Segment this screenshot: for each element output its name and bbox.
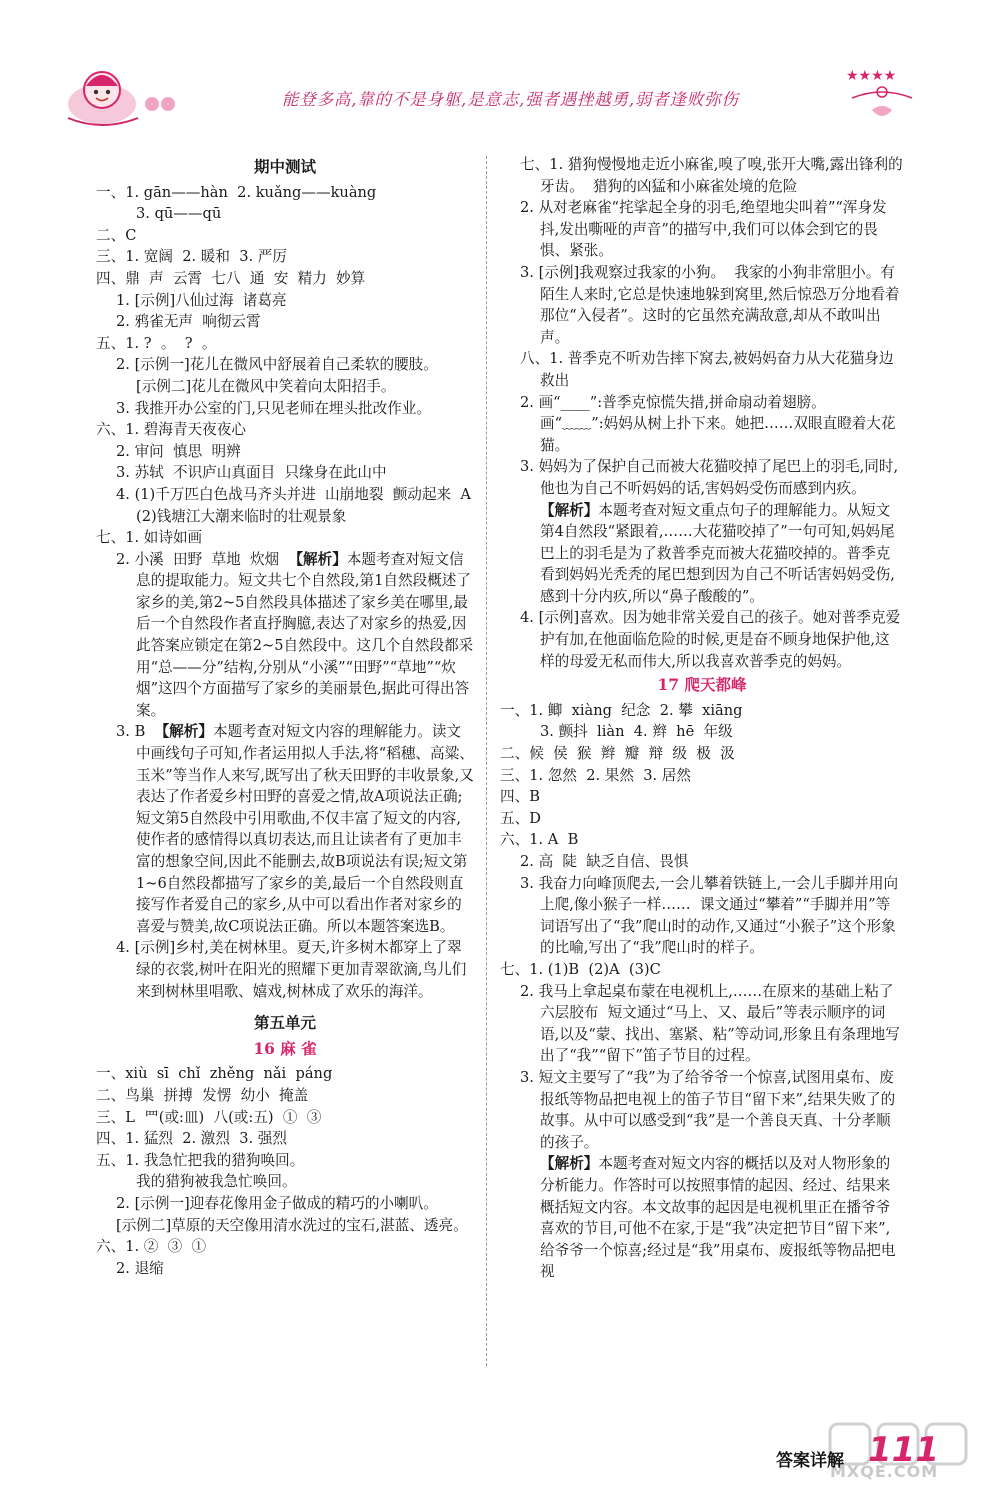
right-column	[500, 154, 904, 1283]
answer-line: 一、1. gān——hàn 2. kuǎng——kuàng	[96, 183, 377, 201]
answer-line: 一、xiù sī chǐ zhěng nǎi páng	[96, 1065, 333, 1083]
answer-line: 二、候 侯 猴 辫 瓣 辩 级 极 汲	[500, 745, 735, 763]
answer-line: 2. [示例一]迎春花像用金子做成的精巧的小喇叭。	[116, 1194, 438, 1212]
answer-block: 3. 妈妈为了保护自己而被大花猫咬掉了尾巴上的羽毛,同时,他也为自己不听妈妈的话,害妈妈受伤而感到内疚。	[520, 458, 899, 497]
answer-line: 2. 高 陡 缺乏自信、畏惧	[520, 853, 689, 870]
answer-line: 一、1. 鲫 xiàng 纪念 2. 攀 xiāng	[500, 701, 743, 719]
left-column	[96, 154, 474, 1279]
footer-label: 答案详解	[776, 1451, 844, 1471]
answer-block: 2. 从对老麻雀“挓挲起全身的羽毛,绝望地尖叫着”“浑身发抖,发出嘶哑的声音”的描写中,我们可以体会到它的畏惧、紧张。	[520, 199, 887, 260]
analysis-tag: 【解析】	[154, 723, 213, 741]
answer-text: 3. B	[116, 723, 155, 741]
answer-block: 2. 我马上拿起桌布蒙在电视机上,……在原来的基础上粘了六层胶布 短文通过“马上、又、最后”等表示顺序的词语,以及“蒙、找出、塞紧、粘”等动词,形象且有条理地写出了“我”“留下”笛子节目的过程。	[520, 982, 900, 1065]
answer-block	[500, 1153, 904, 1283]
analysis-tag: 【解析】	[288, 550, 347, 568]
page-number: 111	[868, 1430, 939, 1470]
cartoon-child-icon	[62, 60, 182, 130]
answer-text: 2. 小溪 田野 草地 炊烟	[116, 550, 289, 568]
analysis-tag: 【解析】	[540, 1155, 599, 1173]
answer-line: 2. 退缩	[116, 1259, 164, 1277]
answer-block: 3. [示例]我观察过我家的小狗。 我家的小狗非常胆小。有陌生人来时,它总是快速地躲到窝里,然后惊恐万分地看着那位“入侵者”。这时的它虽然充满敌意,却从不敢叫出声。	[520, 263, 900, 346]
answer-block: 4. [示例]喜欢。因为她非常关爱自己的孩子。她对普季克爱护有加,在他面临危险的时候,更是奋不顾身地保护他,这样的母爱无私而伟大,所以我喜欢普季克的妈妈。	[520, 609, 901, 670]
answer-line: 四、B	[500, 788, 540, 806]
stars-decoration-icon	[842, 62, 922, 132]
answer-line: 2. 审问 慎思 明辨	[116, 442, 241, 460]
unit-title: 第五单元	[253, 1013, 316, 1033]
lesson-title-16: 16 麻 雀	[253, 1038, 317, 1058]
answer-line: 二、鸟巢 拼搏 发愣 幼小 掩盖	[96, 1086, 309, 1104]
analysis-text: 本题考查对短文信息的提取能力。短文共七个自然段,第1自然段概述了家乡的美,第2~5自然段具体描述了家乡美在哪里,最后一个自然段作者直抒胸臆,表达了对家乡的热爱,因此答案应锁定在第2~5自然段中。这几个自然段都采用“总——分”结构,分别从“小溪”“田野”“草地”“炊烟”这四个方面描写了家乡的美丽景色,据此可得出答案。	[136, 550, 474, 719]
analysis-text: 本题考查对短文内容的理解能力。读文中画线句子可知,作者运用拟人手法,将“稻穗、高粱、玉米”等当作人来写,既写出了秋天田野的丰收景象,又表达了作者爱乡村田野的喜爱之情,故A项说法正确;短文第5自然段中引用歌曲,不仅丰富了短文的内容,使作者的感情得以真切表达,而且让读者有了更加丰富的想象空间,因此不能删去,故B项说法有误;短文第1~6自然段都描写了家乡的美,最后一个自然段则直接写作者爱自己的家乡,从中可以看出作者对家乡的喜爱与赞美,故C项说法正确。所以本题答案选B。	[136, 723, 474, 935]
answer-line: (2)钱塘江大潮来临时的壮观景象	[136, 507, 347, 525]
answer-block	[96, 721, 474, 937]
answer-line: 1. [示例]八仙过海 诸葛亮	[116, 291, 287, 309]
answer-block: 2. 画“____”:普季克惊慌失措,拼命扇动着翅膀。	[520, 393, 826, 411]
watermark-text: MXQE.COM	[830, 1462, 939, 1481]
answer-line: 七、1. (1)B (2)A (3)C	[500, 960, 661, 978]
answer-line: 五、1. ? 。 ? 。	[96, 334, 217, 352]
answer-line: 3. qū——qū	[136, 205, 222, 223]
analysis-tag: 【解析】	[540, 501, 599, 519]
answer-line: 二、C	[96, 226, 137, 244]
answer-block: 七、1. 猎狗慢慢地走近小麻雀,嗅了嗅,张开大嘴,露出锋利的牙齿。 猎狗的凶猛和小麻雀处境的危险	[520, 156, 903, 195]
answer-line: 六、1. ② ③ ①	[96, 1238, 207, 1256]
answer-block: 4. [示例]乡村,美在树林里。夏天,许多树木都穿上了翠绿的衣裳,树叶在阳光的照耀下更加青翠欲滴,鸟儿们来到树林里唱歌、嬉戏,树林成了欢乐的海洋。	[116, 939, 467, 1000]
answer-block: 3. 我奋力向峰顶爬去,一会儿攀着铁链上,一会儿手脚并用向上爬,像小猴子一样…… 课文通过“攀着”“手脚并用”等词语写出了“我”爬山时的动作,又通过“小猴子”这个形象的比喻,写出了“我”爬山时的样子。	[520, 874, 899, 957]
answer-line: 六、1. 碧海青天夜夜心	[96, 421, 246, 439]
answer-line: 4. (1)千万匹白色战马齐头并进 山崩地裂 颤动起来 A	[116, 485, 471, 503]
answer-line: 2. 鸦雀无声 响彻云霄	[116, 313, 261, 331]
answer-block	[500, 500, 904, 608]
answer-line: [示例二]花儿在微风中笑着向太阳招手。	[136, 377, 396, 395]
answer-line: 3. 苏轼 不识庐山真面目 只缘身在此山中	[116, 464, 387, 482]
answer-line: 七、1. 如诗如画	[96, 529, 203, 547]
answer-line: 四、1. 猛烈 2. 激烈 3. 强烈	[96, 1130, 287, 1148]
answer-line: 六、1. A B	[500, 831, 579, 849]
svg-text:★★★★: ★★★★	[846, 68, 897, 84]
lesson-title-17: 17 爬天都峰	[657, 675, 747, 695]
answer-block: 八、1. 普季克不听劝告摔下窝去,被妈妈奋力从大花猫身边救出	[520, 350, 894, 389]
column-divider	[486, 156, 487, 1366]
header-motto: 能登多高,靠的不是身躯,是意志,强者遇挫越勇,弱者逢败弥伤	[282, 90, 739, 109]
answer-block: 3. 短文主要写了“我”为了给爷爷一个惊喜,试图用桌布、废报纸等物品把电视上的笛子节目“留下来”,结果失败了的故事。从中可以感受到“我”是一个善良天真、十分孝顺的孩子。	[520, 1068, 896, 1151]
answer-block	[96, 549, 474, 722]
answer-line: 四、鼎 声 云霄 七八 通 安 精力 妙算	[96, 269, 366, 287]
answer-line: 三、L 罒(或:皿) 八(或:五) ① ③	[96, 1108, 322, 1126]
analysis-text: 本题考查对短文重点句子的理解能力。从短文第4自然段“紧跟着,……大花猫咬掉了”一句可知,妈妈尾巴上的羽毛是为了救普季克而被大花猫咬掉的。普季克看到妈妈光秃秃的尾巴想到因为自己不听话害妈妈受伤,感到十分内疚,所以“鼻子酸酸的”。	[540, 501, 895, 605]
answer-line: 我的猎狗被我急忙唤回。	[136, 1173, 297, 1191]
answer-line: 3. 颤抖 liàn 4. 辫 hē 年级	[540, 723, 733, 741]
answer-line: [示例二]草原的天空像用清水洗过的宝石,湛蓝、透亮。	[116, 1216, 468, 1234]
answer-line: 五、1. 我急忙把我的猎狗唤回。	[96, 1151, 305, 1169]
page-header	[0, 0, 1000, 140]
answer-line: 三、1. 忽然 2. 果然 3. 居然	[500, 766, 691, 784]
answer-line: 2. [示例一]花儿在微风中舒展着自己柔软的腰肢。	[116, 356, 438, 374]
section-title-midterm: 期中测试	[253, 157, 316, 176]
answer-line: 3. 我推开办公室的门,只见老师在埋头批改作业。	[116, 399, 432, 417]
answer-line: 五、D	[500, 809, 541, 827]
answer-line: 三、1. 宽阔 2. 暖和 3. 严厉	[96, 248, 287, 266]
answer-block: 画“﹏﹏”:妈妈从树上扑下来。她把……双眼直瞪着大花猫。	[540, 415, 896, 454]
analysis-text: 本题考查对短文内容的概括以及对人物形象的分析能力。作答时可以按照事情的起因、经过、结果来概括短文内容。本文故事的起因是电视机里正在播爷爷喜欢的节目,可他不在家,于是“我”决定把节目“留下来”,给爷爷一个惊喜;经过是“我”用桌布、废报纸等物品把电视	[540, 1155, 896, 1281]
